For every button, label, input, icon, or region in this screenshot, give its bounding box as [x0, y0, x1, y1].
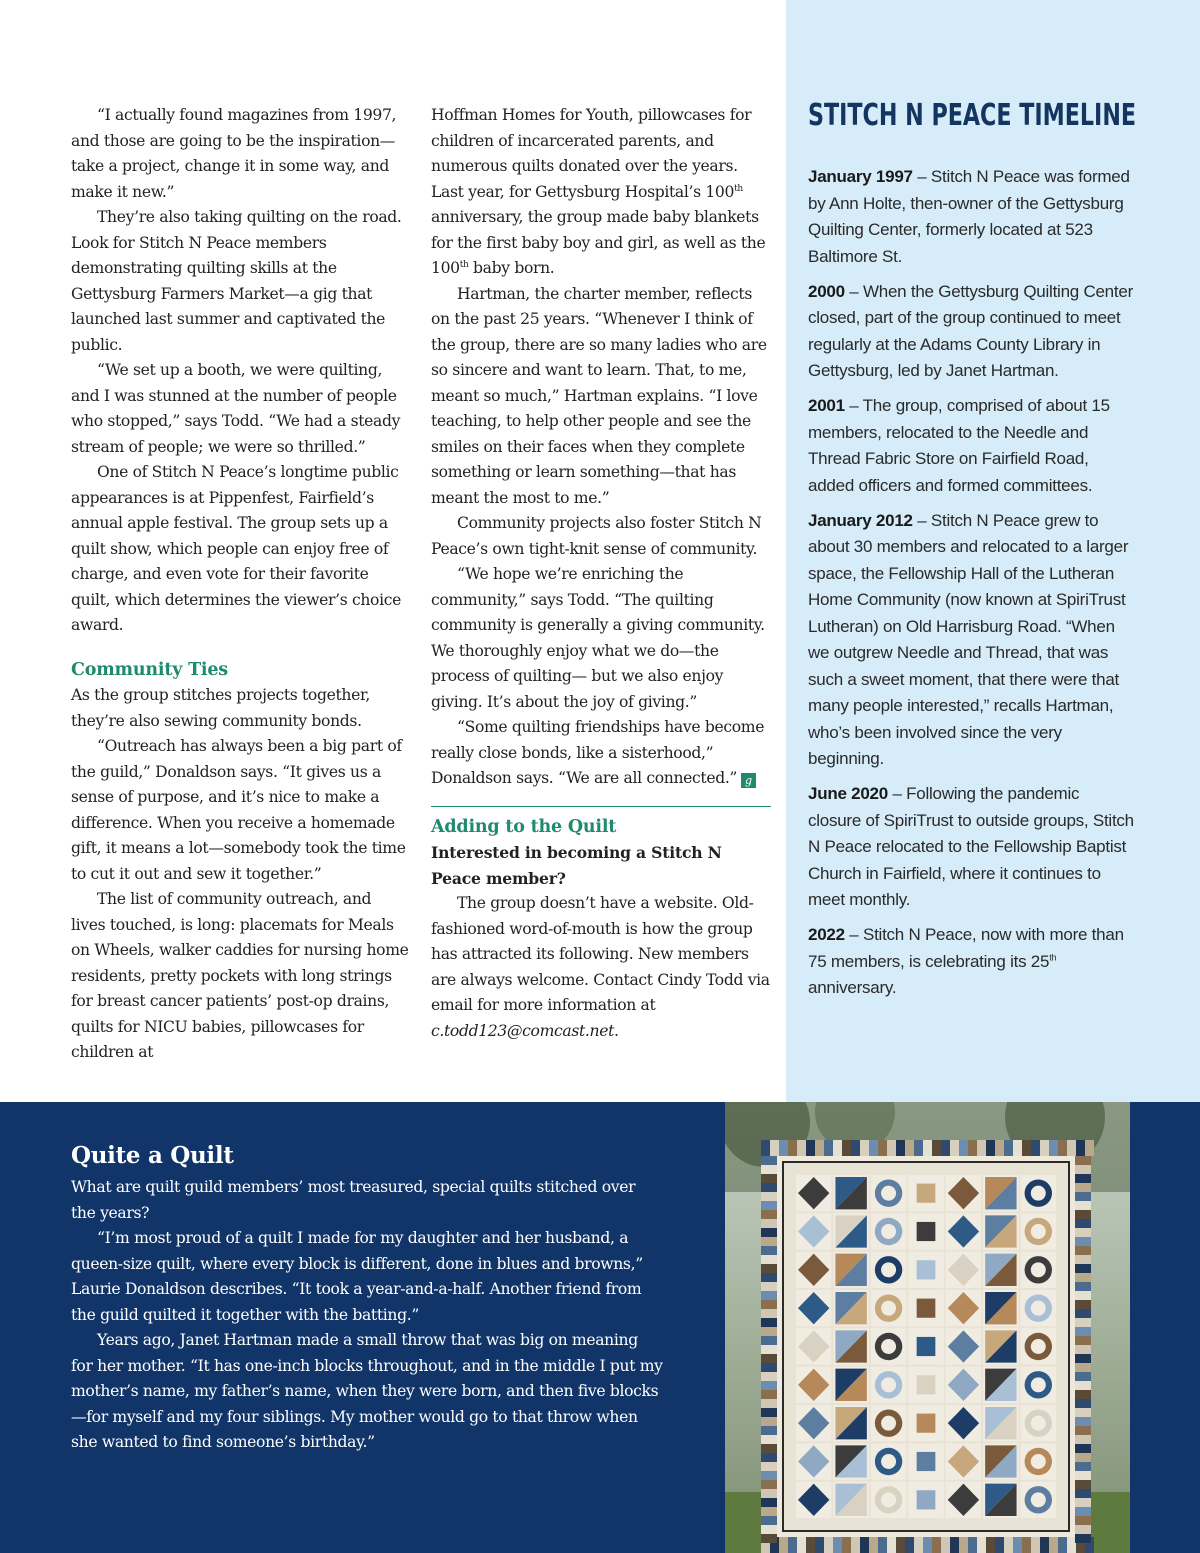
subheading: Interested in becoming a Stitch N Peace member? [431, 843, 722, 888]
timeline-text: anniversary. [808, 978, 897, 997]
timeline-date: 2001 [808, 396, 845, 415]
text-run: . [614, 1021, 619, 1040]
paragraph: Community projects also foster Stitch N Peace’s own tight-knit sense of community. [431, 514, 762, 558]
paragraph: “We hope we’re enriching the community,” says Todd. “The quilting community is generally a giving community. We thoroughly enjoy what we do—the process of quilting— but we also enjoy giving. It’s about the joy of giving.” [431, 565, 765, 711]
paragraph: One of Stitch N Peace’s longtime public appearances is at Pippenfest, Fairfield’s annual apple festival. The group sets up a quilt show, which people can enjoy free of charge, and even vote for their favorite quilt, which determines the viewer’s choice award. [71, 463, 401, 634]
timeline-entry [808, 393, 1136, 499]
quilt-feature-text [71, 1175, 663, 1456]
superscript: th [459, 259, 469, 270]
timeline-text: – Stitch N Peace grew to about 30 members and relocated to a larger space, the Fellowship Hall of the Lutheran Home Community (now known at SpiriTrust Lutheran) on Old Harrisburg Road. “When we outgrew Needle and Thread, that was such a sweet moment, that there were that many people interested,” recalls Hartman, who’s been involved since the very beginning. [808, 510, 1129, 768]
paragraph [431, 715, 771, 792]
timeline-date: 2000 [808, 281, 845, 301]
timeline-entry [808, 781, 1136, 914]
timeline-title: STITCH N PEACE TIMELINE [808, 98, 1137, 133]
paragraph: As the group stitches projects together, they’re also sewing community bonds. [71, 686, 370, 730]
text-run: baby born. [468, 259, 555, 277]
paragraph: They’re also taking quilting on the road. Look for Stitch N Peace members demonstrating quilting skills at the Gettysburg Farmers Market—a gig that launched last summer and captivated the public. [71, 208, 402, 354]
timeline-text: – Stitch N Peace was formed by Ann Holte, then-owner of the Gettysburg Quilting Center, formerly located at 523 Baltimore St. [808, 167, 1130, 266]
paragraph: Hartman, the charter member, reflects on the past 25 years. “Whenever I think of the group, there are so many ladies who are so sincere and want to learn. That, to me, meant so much,” Hartman explains. “I love teaching, to help other people and see the smiles on their faces when they complete something or learn something—that has meant the most to me.” [431, 284, 767, 507]
paragraph: Years ago, Janet Hartman made a small throw that was big on meaning for her mother. “It has one-inch blocks throughout, and in the middle I put my mother’s name, my father’s name, when they were born, and then five blocks—for myself and my four siblings. My mother would go to that throw when she wanted to find someone’s birthday.” [71, 1331, 663, 1451]
timeline-entry [808, 164, 1136, 270]
paragraph: What are quilt guild members’ most treasured, special quilts stitched over the years? [71, 1178, 636, 1222]
text-run: The group doesn’t have a website. Old-fashioned word-of-mouth is how the group has attracted its following. New members are always welcome. Contact Cindy Todd via email for more information at [431, 894, 770, 1014]
quilt-photo-image [725, 1102, 1130, 1553]
paragraph [431, 891, 771, 1044]
timeline-entry [808, 279, 1136, 385]
timeline-text: – Stitch N Peace, now with more than 75 members, is celebrating its 25 [808, 925, 1124, 971]
timeline-text: – Following the pandemic closure of SpiriTrust to outside groups, Stitch N Peace relocated to the Fellowship Baptist Church in Fairfield, where it continues to meet monthly. [808, 784, 1134, 909]
paragraph: “I actually found magazines from 1997, and those are going to be the inspiration—take a project, change it in some way, and make it new.” [71, 106, 397, 201]
superscript: th [1049, 951, 1057, 962]
section-heading-community-ties: Community Ties [71, 659, 228, 680]
paragraph: The list of community outreach, and lives touched, is long: placemats for Meals on Wheels, walker caddies for nursing home residents, pretty pockets with long strings for breast cancer patients’ post-op drains, quilts for NICU babies, pillowcases for children at [71, 890, 409, 1061]
quilt-photo [725, 1102, 1130, 1553]
timeline-entry [808, 922, 1136, 1002]
section-divider [431, 806, 771, 807]
text-run: “Some quilting friendships have become really close bonds, like a sisterhood,” Donaldson says. “We are all connected.” [431, 718, 765, 787]
section-heading-adding-to-the-quilt: Adding to the Quilt [431, 816, 617, 837]
timeline-date: January 2012 [808, 510, 913, 530]
superscript: th [734, 183, 743, 194]
article-column-1 [71, 103, 409, 1066]
paragraph: “We set up a booth, we were quilting, and I was stunned at the number of people who stopped,” says Todd. “We had a steady stream of people; we were so thrilled.” [71, 361, 401, 456]
email-address: c.todd123@comcast.net [431, 1021, 615, 1040]
timeline-list [808, 164, 1136, 1010]
quilt-feature-title: Quite a Quilt [71, 1142, 234, 1169]
end-mark-icon: g [741, 773, 756, 788]
text-run: anniversary, the group made baby blankets for the first baby boy and girl, as well as the 100 [431, 208, 766, 277]
quilt-art [761, 1140, 1094, 1553]
timeline-text: – When the Gettysburg Quilting Center closed, part of the group continued to meet regularly at the Adams County Library in Gettysburg, led by Janet Hartman. [808, 281, 1133, 380]
paragraph: “I’m most proud of a quilt I made for my daughter and her husband, a queen-size quilt, where every block is different, done in blues and browns,” Laurie Donaldson describes. “It took a year-and-a-half. Another friend from the guild quilted it together with the batting.” [71, 1229, 643, 1324]
article-column-2 [431, 103, 771, 1044]
timeline-entry [808, 508, 1136, 773]
timeline-date: 2022 [808, 925, 845, 944]
timeline-date: January 1997 [808, 167, 913, 186]
text-run: Hoffman Homes for Youth, pillowcases for children of incarcerated parents, and numerous quilts donated over the years. Last year, for Gettysburg Hospital’s 100 [431, 106, 752, 201]
paragraph: “Outreach has always been a big part of the guild,” Donaldson says. “It gives us a sense of purpose, and it’s nice to make a difference. When you receive a homemade gift, it means a lot—somebody took the time to cut it out and sew it together.” [71, 737, 406, 883]
timeline-text: – The group, comprised of about 15 members, relocated to the Needle and Thread Fabric Store on Fairfield Road, added officers and formed committees. [808, 396, 1110, 495]
timeline-date: June 2020 [808, 784, 888, 803]
paragraph [431, 103, 771, 282]
